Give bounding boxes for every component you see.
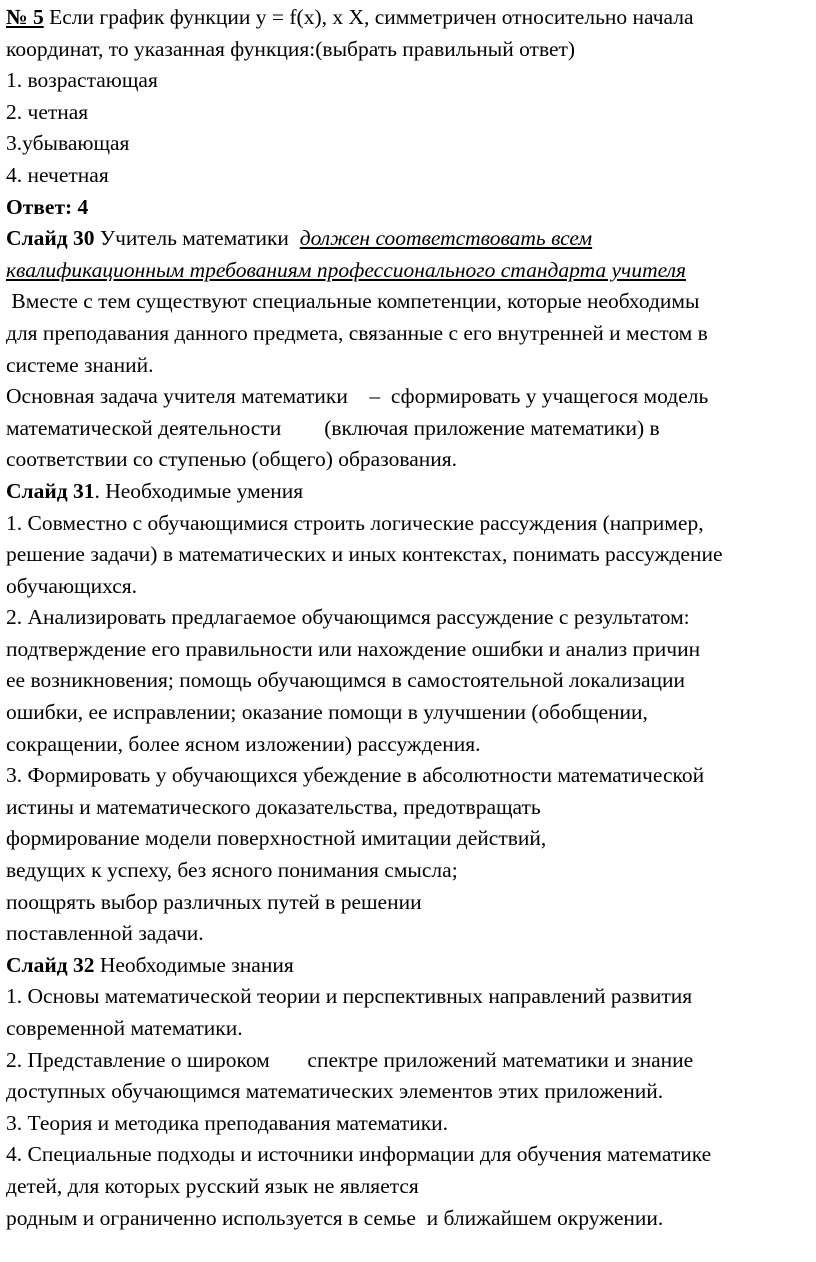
slide-30-heading xyxy=(6,223,816,255)
slide-31-line: поставленной задачи. xyxy=(6,921,204,946)
option-1: 1. возрастающая xyxy=(6,68,158,93)
slide-32-heading xyxy=(6,950,816,982)
document-page xyxy=(6,0,816,1234)
slide-30-para2-line: соответствии со ступенью (общего) образования. xyxy=(6,447,458,472)
slide-30-para2-line: Основная задача учителя математики – сформировать у учащегося модель xyxy=(6,384,709,409)
option-4: 4. нечетная xyxy=(6,162,109,187)
slide-32-line: 3. Теория и методика преподавания математики. xyxy=(6,1110,449,1135)
slide-31-label: Слайд 31 xyxy=(6,478,95,503)
slide-32-label: Слайд 32 xyxy=(6,952,95,977)
slide-30-para1-line: для преподавания данного предмета, связанные с его внутренней и местом в xyxy=(6,320,708,345)
slide-31-line: истины и математического доказательства, предотвращать xyxy=(6,794,541,819)
slide-30-emphasis-line xyxy=(6,255,816,287)
question-number: № 5 xyxy=(6,5,44,29)
slide-30-para2-line: математической деятельности (включая приложение математики) в xyxy=(6,415,660,440)
slide-32-line: родным и ограниченно используется в семье и ближайшем окружении. xyxy=(6,1205,664,1230)
question-text: Если график функции y = f(x), x X, симметричен относительно начала xyxy=(43,5,694,29)
slide-32-line: современной математики. xyxy=(6,1016,243,1040)
slide-30-para1-line: Вместе с тем существуют специальные компетенции, которые необходимы xyxy=(6,289,700,314)
slide-31-line: формирование модели поверхностной имитации действий, xyxy=(6,826,547,851)
slide-30-emphasis-1: должен соответствовать всем xyxy=(299,226,593,251)
slide-32-line: 2. Представление о широком спектре приложений математики и знание xyxy=(6,1047,694,1072)
option-2: 2. четная xyxy=(6,99,89,124)
slide-31-line: сокращении, более ясном изложении) рассуждения. xyxy=(6,731,481,756)
slide-31-line: подтверждение его правильности или нахождение ошибки и анализ причин xyxy=(6,636,701,661)
slide-30-emphasis-2: квалификационным требованиям профессионального стандарта учителя xyxy=(6,257,686,282)
slide-32-line: 4. Специальные подходы и источники информации для обучения математике xyxy=(6,1142,712,1167)
slide-31-line: 2. Анализировать предлагаемое обучающимся рассуждение с результатом: xyxy=(6,605,690,630)
slide-31-line: поощрять выбор различных путей в решении xyxy=(6,889,422,914)
slide-30-intro: Учитель математики xyxy=(94,226,300,251)
slide-31-line: ее возникновения; помощь обучающимся в самостоятельной локализации xyxy=(6,668,686,693)
slide-30-para1-line: системе знаний. xyxy=(6,352,154,377)
question-5-line-1 xyxy=(6,2,816,34)
question-5-line-2: координат, то указанная функция:(выбрать правильный ответ) xyxy=(6,36,576,61)
slide-32-line: доступных обучающимся математических элементов этих приложений. xyxy=(6,1079,664,1104)
answer-text: Ответ: 4 xyxy=(6,194,89,219)
slide-31-line: ошибки, ее исправлении; оказание помощи в улучшении (обобщении, xyxy=(6,700,648,725)
slide-32-line: 1. Основы математической теории и перспективных направлений развития xyxy=(6,984,693,1009)
slide-32-title: Необходимые знания xyxy=(94,952,294,977)
slide-31-line: 3. Формировать у обучающихся убеждение в абсолютности математической xyxy=(6,763,705,788)
slide-31-line: ведущих к успеху, без ясного понимания смысла; xyxy=(6,858,458,883)
slide-31-title: . Необходимые умения xyxy=(94,478,304,503)
slide-31-line: решение задачи) в математических и иных контекстах, понимать рассуждение xyxy=(6,542,723,567)
slide-30-label: Слайд 30 xyxy=(6,226,95,251)
slide-32-line: детей, для которых русский язык не является xyxy=(6,1173,419,1198)
option-3: 3.убывающая xyxy=(6,131,130,156)
slide-31-heading xyxy=(6,476,816,508)
slide-31-line: обучающихся. xyxy=(6,573,138,598)
answer xyxy=(6,192,816,224)
slide-31-line: 1. Совместно с обучающимися строить логические рассуждения (например, xyxy=(6,510,704,535)
